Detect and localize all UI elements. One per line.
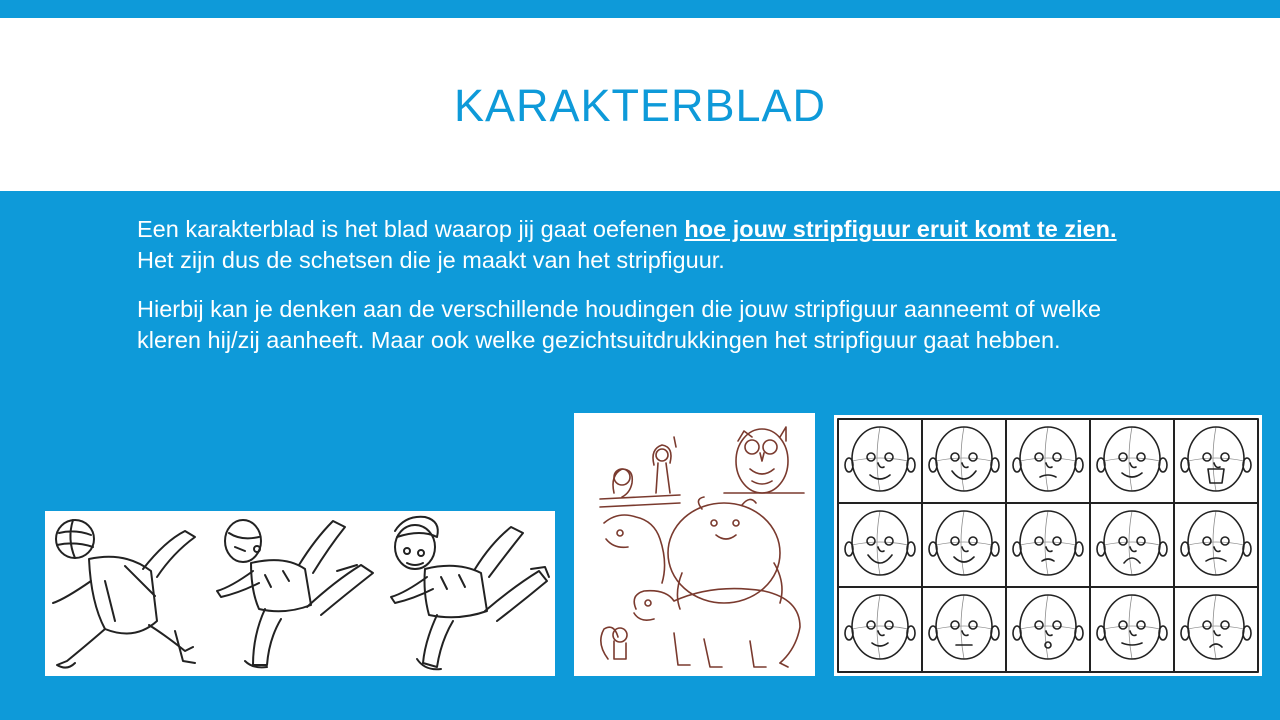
paragraph-1-tail: Het zijn dus de schetsen die je maakt van het stripfiguur. [137,247,725,273]
face-sketch [929,511,999,575]
face-sketch [1013,511,1083,575]
paragraph-1-lead: Een karakterblad is het blad waarop jij gaat oefenen [137,216,685,242]
paragraph-2: Hierbij kan je denken aan de verschillende houdingen die jouw stripfiguur aanneemt of welke kleren hij/zij aanheeft. Maar ook welke gezichtsuitdrukkingen het stripfiguur gaat hebben. [137,296,1102,353]
face-sketch [845,595,915,659]
paragraph-1-emphasis: hoe jouw stripfiguur eruit komt te zien. [684,216,1117,242]
squirrel-on-fence-sketch [600,437,680,507]
facial-expressions-image [834,415,1262,676]
bear-sketch-lower [634,589,800,667]
animal-sketches-image [574,413,815,676]
running-figure-2 [217,520,373,667]
face-sketch [1013,595,1083,659]
bear-sketch-upper [604,497,782,609]
face-sketch [1097,595,1167,659]
running-figure-3 [391,517,549,670]
face-sketch [1181,595,1251,659]
running-figures-image [45,511,555,676]
slide-body [137,214,1137,374]
face-sketch [929,595,999,659]
face-sketch [1097,427,1167,491]
face-sketch [1181,511,1251,575]
paragraph-1 [137,214,1137,276]
owl-sketch [724,427,804,493]
small-squirrel-sketch [601,627,627,659]
face-sketch [929,427,999,491]
face-sketch [1097,511,1167,575]
face-sketch [1181,427,1251,491]
face-sketch [845,511,915,575]
face-sketch [845,427,915,491]
slide-title: KARAKTERBLAD [453,80,827,131]
face-sketch [1013,427,1083,491]
running-figure-1 [53,520,195,668]
